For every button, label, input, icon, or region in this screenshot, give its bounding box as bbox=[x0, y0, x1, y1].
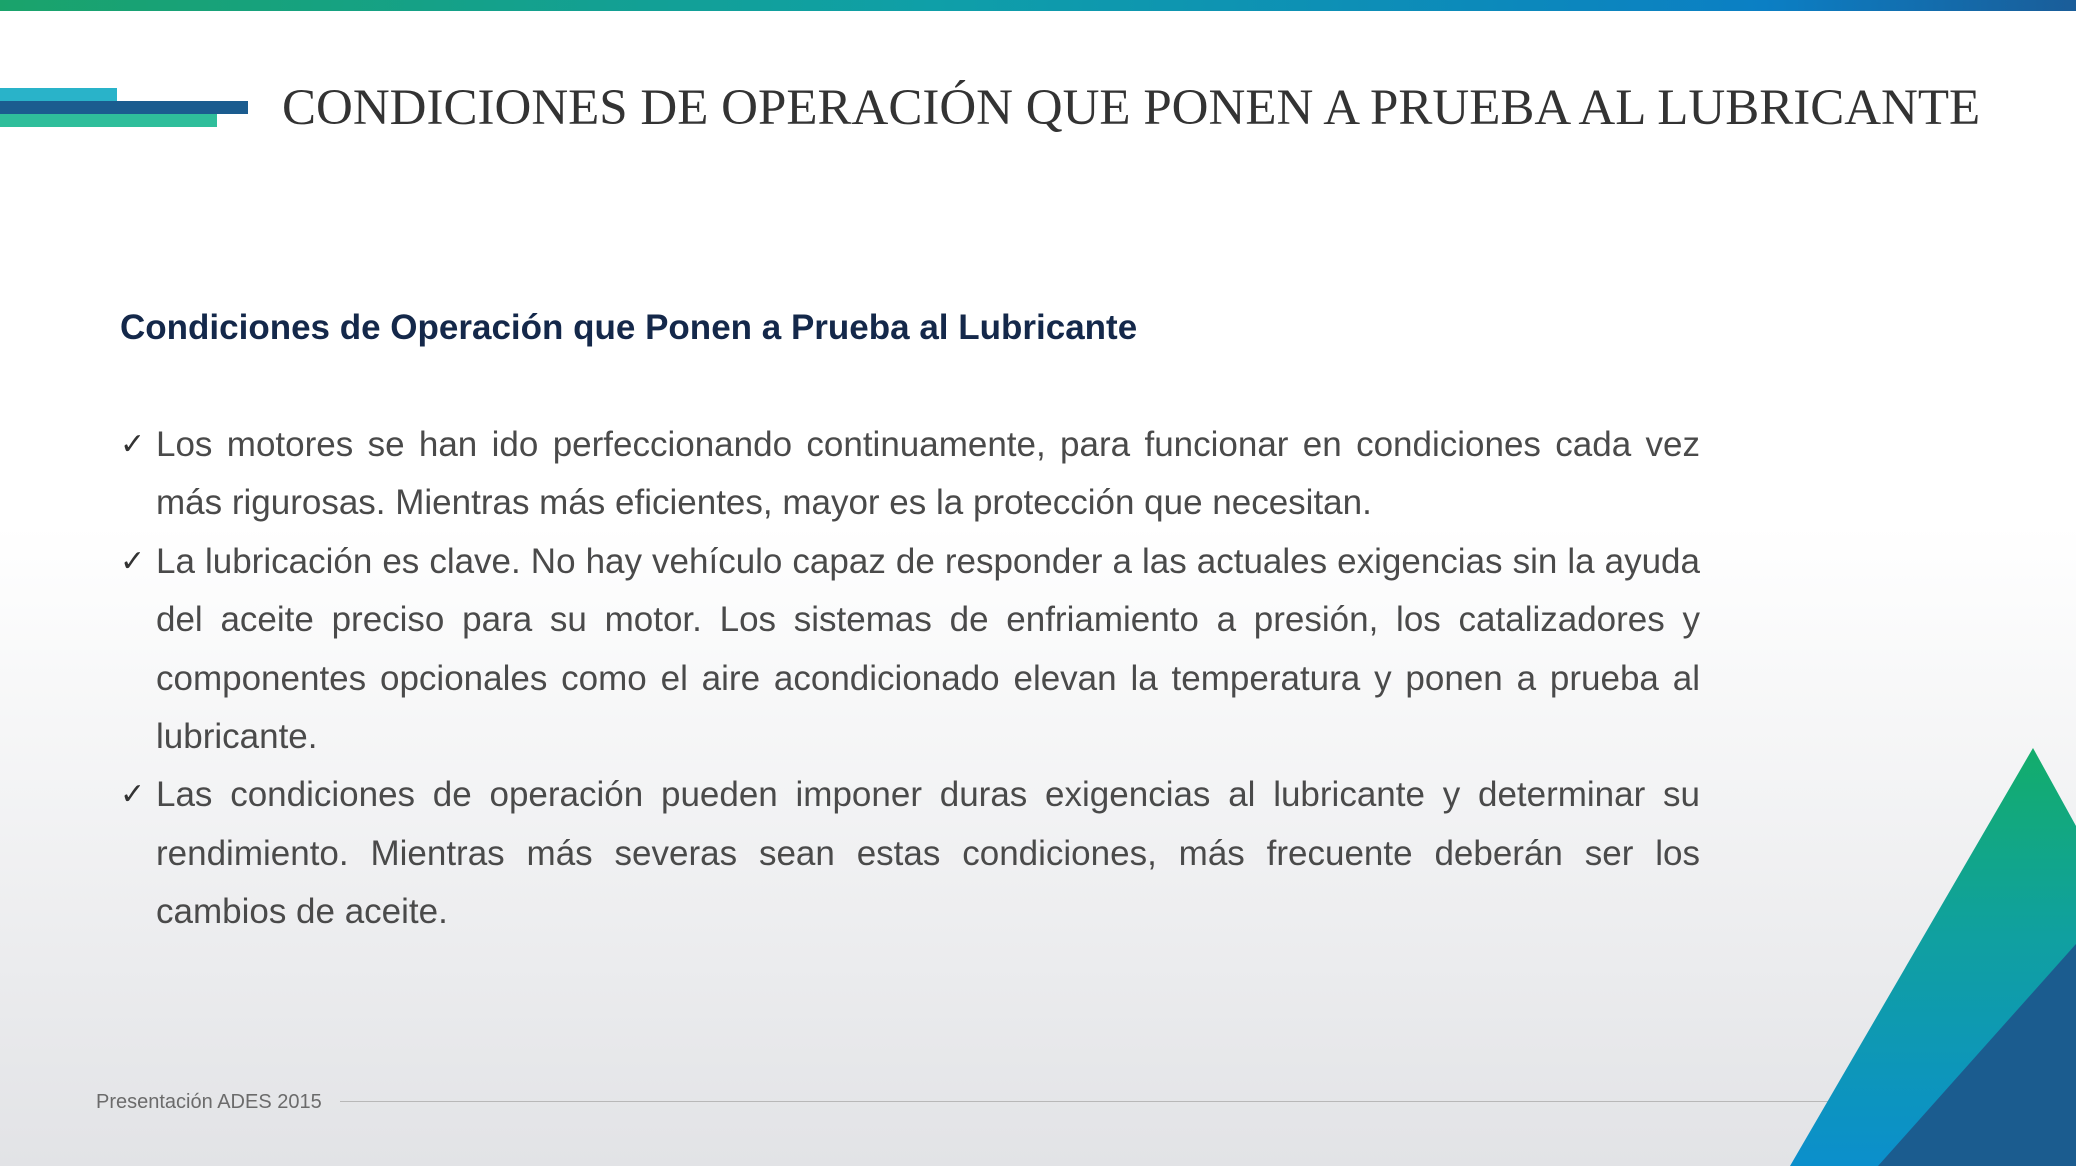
bullet-text: La lubricación es clave. No hay vehículo capaz de responder a las actuales exigencias sin la ayuda del aceite preciso para su motor. Los sistemas de enfriamiento a presión, los catalizadores y componentes opcionales como el aire acondicionado elevan la temperatura y ponen a prueba al lubricante. bbox=[156, 541, 1700, 757]
check-icon: ✓ bbox=[120, 427, 146, 462]
check-icon: ✓ bbox=[120, 543, 146, 579]
bullet-text: Los motores se han ido perfeccionando continuamente, para funcionar en condiciones cada vez más rigurosas. Mientras más eficientes, mayor es la protección que necesitan. bbox=[156, 425, 1700, 523]
section-heading: Condiciones de Operación que Ponen a Prueba al Lubricante bbox=[120, 308, 1138, 347]
accent-bar-navy bbox=[0, 101, 248, 114]
bullet-list bbox=[120, 416, 1700, 942]
accent-bar-teal bbox=[0, 88, 117, 101]
footer-divider bbox=[340, 1101, 1840, 1102]
top-gradient-bar bbox=[0, 0, 2076, 11]
corner-triangle-decoration bbox=[1790, 740, 2076, 1166]
accent-bar-green bbox=[0, 114, 217, 127]
bullet-text: Las condiciones de operación pueden imponer duras exigencias al lubricante y determinar su rendimiento. Mientras más severas sean estas condiciones, más frecuente deberán ser los cambios de aceite. bbox=[156, 775, 1700, 932]
bullet-item bbox=[120, 533, 1700, 767]
bullet-item bbox=[120, 416, 1700, 533]
check-icon: ✓ bbox=[120, 777, 146, 813]
bullet-item bbox=[120, 766, 1700, 941]
footer-text: Presentación ADES 2015 bbox=[96, 1091, 322, 1113]
page-title: CONDICIONES DE OPERACIÓN QUE PONEN A PRUEBA AL LUBRICANTE bbox=[282, 80, 1981, 136]
